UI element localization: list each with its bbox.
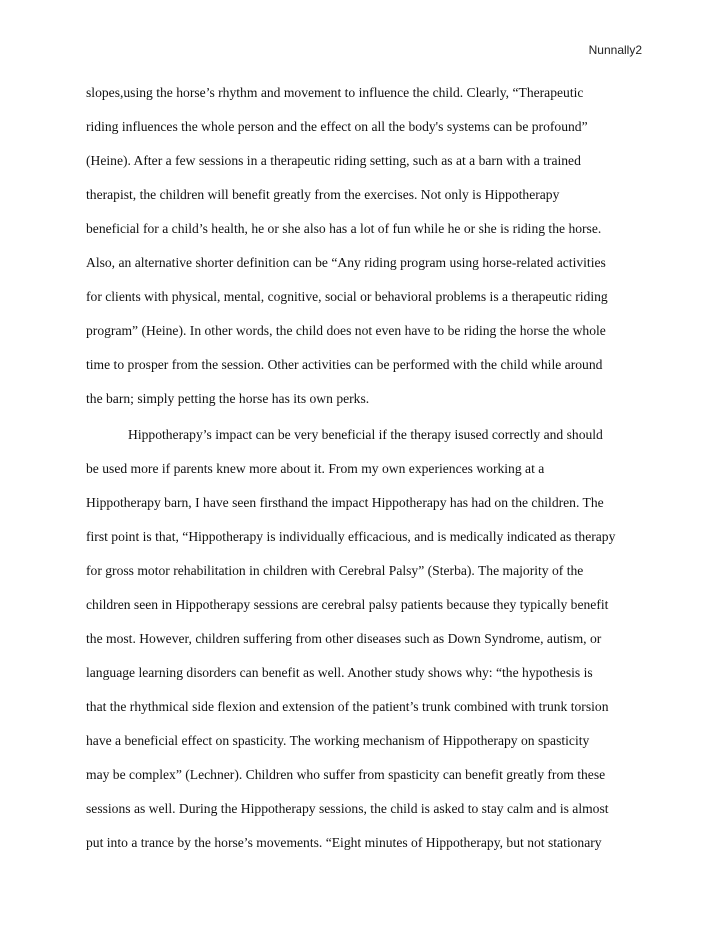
text-line: language learning disorders can benefit as well. Another study shows why: “the hypothesis is [86, 665, 593, 680]
text-line-indented: Hippotherapy’s impact can be very beneficial if the therapy isused correctly and should [128, 427, 603, 442]
text-line: program” (Heine). In other words, the child does not even have to be riding the horse the whole [86, 323, 606, 338]
text-line: Also, an alternative shorter definition can be “Any riding program using horse-related activities [86, 255, 606, 270]
text-line: (Heine). After a few sessions in a therapeutic riding setting, such as at a barn with a trained [86, 153, 581, 168]
page-header: Nunnally2 [588, 43, 642, 57]
text-line: therapist, the children will benefit greatly from the exercises. Not only is Hippotherapy [86, 187, 560, 202]
text-line: first point is that, “Hippotherapy is individually efficacious, and is medically indicated as therapy [86, 529, 616, 544]
text-line: that the rhythmical side flexion and extension of the patient’s trunk combined with trunk torsion [86, 699, 609, 714]
text-line: the barn; simply petting the horse has its own perks. [86, 391, 370, 406]
text-line: for clients with physical, mental, cognitive, social or behavioral problems is a therapeutic riding [86, 289, 608, 304]
text-line: sessions as well. During the Hippotherapy sessions, the child is asked to stay calm and is almost [86, 801, 609, 816]
text-line: Hippotherapy barn, I have seen firsthand the impact Hippotherapy has had on the children. The [86, 495, 604, 510]
text-line: be used more if parents knew more about it. From my own experiences working at a [86, 461, 545, 476]
text-line: time to prosper from the session. Other activities can be performed with the child while around [86, 357, 603, 372]
text-line: beneficial for a child’s health, he or she also has a lot of fun while he or she is riding the horse. [86, 221, 602, 236]
text-line: may be complex” (Lechner). Children who suffer from spasticity can benefit greatly from these [86, 767, 606, 782]
text-line: slopes,using the horse’s rhythm and movement to influence the child. Clearly, “Therapeutic [86, 85, 584, 100]
text-line: put into a trance by the horse’s movements. “Eight minutes of Hippotherapy, but not stationary [86, 835, 602, 850]
text-line: riding influences the whole person and the effect on all the body's systems can be profound” [86, 119, 588, 134]
text-line: have a beneficial effect on spasticity. The working mechanism of Hippotherapy on spasticity [86, 733, 590, 748]
text-line: children seen in Hippotherapy sessions are cerebral palsy patients because they typically benefit [86, 597, 609, 612]
text-line: for gross motor rehabilitation in children with Cerebral Palsy” (Sterba). The majority of the [86, 563, 584, 578]
text-line: the most. However, children suffering from other diseases such as Down Syndrome, autism, or [86, 631, 602, 646]
